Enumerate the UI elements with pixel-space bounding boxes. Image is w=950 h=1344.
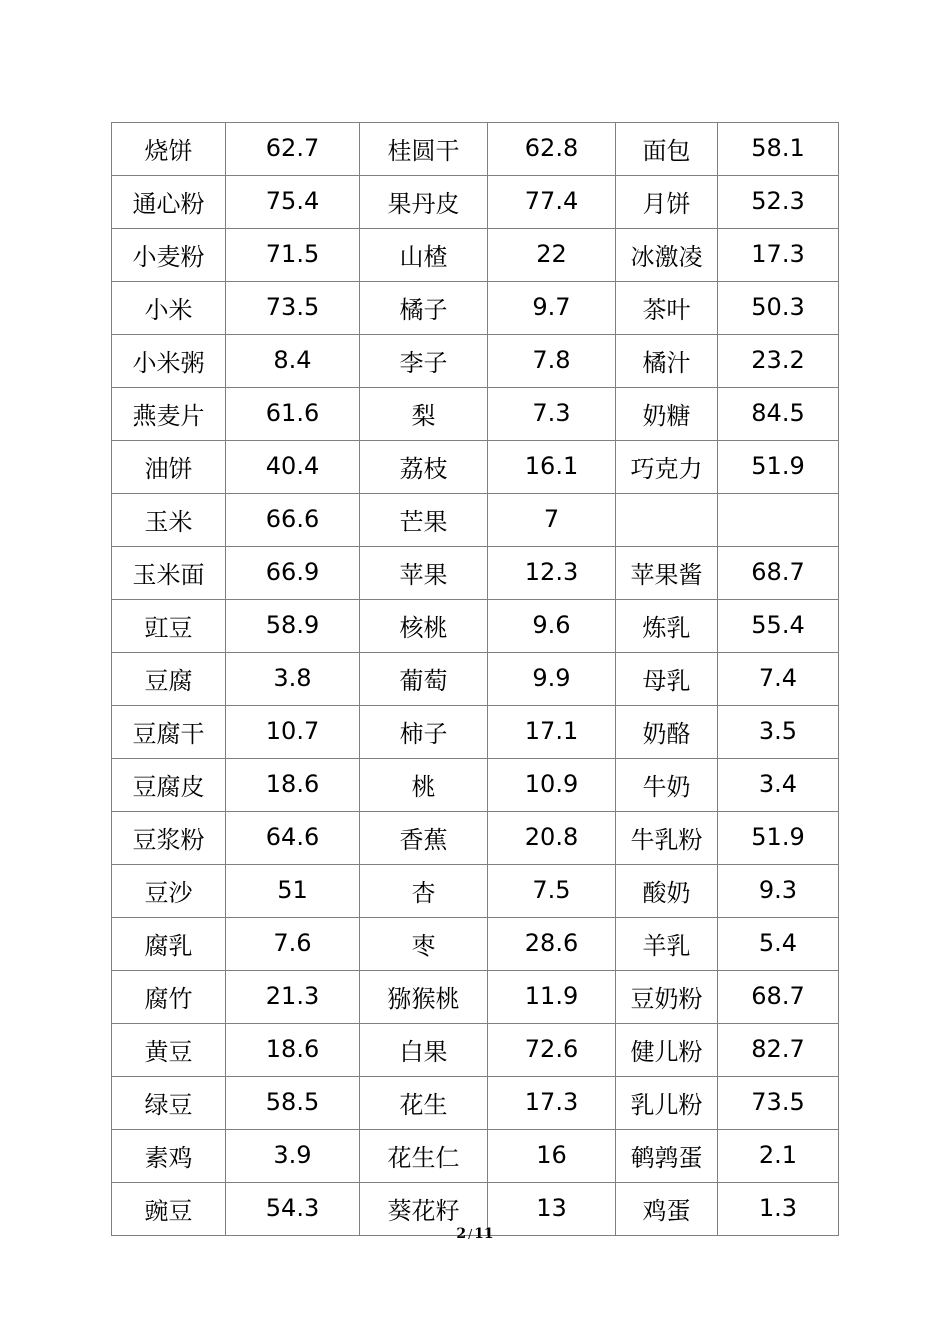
food-value-cell: 18.6 (226, 759, 360, 812)
food-value-cell: 64.6 (226, 812, 360, 865)
food-name-cell: 白果 (360, 1024, 488, 1077)
food-value-cell (718, 494, 839, 547)
food-value-cell: 54.3 (226, 1183, 360, 1236)
food-value-cell: 40.4 (226, 441, 360, 494)
food-value-cell: 3.9 (226, 1130, 360, 1183)
food-value-cell: 1.3 (718, 1183, 839, 1236)
table-row (112, 1024, 839, 1077)
food-value-cell: 73.5 (718, 1077, 839, 1130)
food-value-cell: 72.6 (488, 1024, 616, 1077)
food-value-cell: 58.9 (226, 600, 360, 653)
food-name-cell: 冰激凌 (616, 229, 718, 282)
table-body (112, 123, 839, 1236)
food-name-cell: 葵花籽 (360, 1183, 488, 1236)
food-value-cell: 73.5 (226, 282, 360, 335)
food-name-cell: 乳儿粉 (616, 1077, 718, 1130)
food-name-cell: 葡萄 (360, 653, 488, 706)
food-value-cell: 16 (488, 1130, 616, 1183)
table-row (112, 282, 839, 335)
page-number (0, 1226, 950, 1242)
food-name-cell: 荔枝 (360, 441, 488, 494)
food-name-cell: 豆腐干 (112, 706, 226, 759)
table-row (112, 176, 839, 229)
table-row (112, 759, 839, 812)
food-value-cell: 7.3 (488, 388, 616, 441)
page-separator: / (468, 1227, 473, 1241)
food-name-cell: 小麦粉 (112, 229, 226, 282)
table-row (112, 335, 839, 388)
current-page-number: 2 (456, 1226, 467, 1242)
food-name-cell: 茶叶 (616, 282, 718, 335)
food-name-cell: 枣 (360, 918, 488, 971)
food-value-cell: 7.4 (718, 653, 839, 706)
table-row (112, 441, 839, 494)
food-name-cell: 鸡蛋 (616, 1183, 718, 1236)
food-name-cell: 巧克力 (616, 441, 718, 494)
food-value-cell: 10.9 (488, 759, 616, 812)
table-row (112, 1130, 839, 1183)
food-value-table (111, 122, 839, 1236)
food-value-cell: 17.3 (488, 1077, 616, 1130)
food-name-cell: 炼乳 (616, 600, 718, 653)
food-value-cell: 51 (226, 865, 360, 918)
food-name-cell: 桂圆干 (360, 123, 488, 176)
food-name-cell: 花生 (360, 1077, 488, 1130)
food-name-cell: 黄豆 (112, 1024, 226, 1077)
food-name-cell: 核桃 (360, 600, 488, 653)
table-row (112, 123, 839, 176)
food-name-cell: 面包 (616, 123, 718, 176)
food-name-cell: 花生仁 (360, 1130, 488, 1183)
food-value-cell: 9.3 (718, 865, 839, 918)
food-value-cell: 3.8 (226, 653, 360, 706)
food-name-cell: 山楂 (360, 229, 488, 282)
table-row (112, 1077, 839, 1130)
food-name-cell: 苹果 (360, 547, 488, 600)
food-value-cell: 66.6 (226, 494, 360, 547)
food-value-cell: 82.7 (718, 1024, 839, 1077)
food-name-cell: 绿豆 (112, 1077, 226, 1130)
food-value-cell: 7.8 (488, 335, 616, 388)
food-name-cell: 柿子 (360, 706, 488, 759)
food-value-cell: 66.9 (226, 547, 360, 600)
food-value-cell: 8.4 (226, 335, 360, 388)
food-value-cell: 61.6 (226, 388, 360, 441)
food-name-cell: 牛奶 (616, 759, 718, 812)
food-value-cell: 55.4 (718, 600, 839, 653)
food-name-cell: 羊乳 (616, 918, 718, 971)
food-name-cell: 腐乳 (112, 918, 226, 971)
food-name-cell: 奶糖 (616, 388, 718, 441)
food-value-cell: 9.7 (488, 282, 616, 335)
food-value-cell: 20.8 (488, 812, 616, 865)
food-value-cell: 23.2 (718, 335, 839, 388)
food-name-cell: 牛乳粉 (616, 812, 718, 865)
food-value-cell: 18.6 (226, 1024, 360, 1077)
food-name-cell: 豆浆粉 (112, 812, 226, 865)
food-name-cell: 燕麦片 (112, 388, 226, 441)
food-value-cell: 58.1 (718, 123, 839, 176)
food-value-cell: 17.1 (488, 706, 616, 759)
food-value-cell: 11.9 (488, 971, 616, 1024)
food-name-cell: 橘子 (360, 282, 488, 335)
food-value-cell: 50.3 (718, 282, 839, 335)
food-value-cell: 13 (488, 1183, 616, 1236)
table-row (112, 918, 839, 971)
food-value-cell: 22 (488, 229, 616, 282)
food-name-cell: 桃 (360, 759, 488, 812)
food-value-cell: 68.7 (718, 971, 839, 1024)
food-name-cell: 豌豆 (112, 1183, 226, 1236)
table-row (112, 388, 839, 441)
table-row (112, 653, 839, 706)
table-row (112, 547, 839, 600)
food-value-cell: 16.1 (488, 441, 616, 494)
food-name-cell: 豆腐 (112, 653, 226, 706)
food-value-cell: 62.8 (488, 123, 616, 176)
food-name-cell: 玉米 (112, 494, 226, 547)
food-name-cell: 月饼 (616, 176, 718, 229)
food-value-cell: 17.3 (718, 229, 839, 282)
food-name-cell: 健儿粉 (616, 1024, 718, 1077)
food-name-cell: 奶酪 (616, 706, 718, 759)
table-row (112, 971, 839, 1024)
food-value-cell: 7.6 (226, 918, 360, 971)
food-value-cell: 75.4 (226, 176, 360, 229)
food-name-cell: 鹌鹑蛋 (616, 1130, 718, 1183)
food-name-cell: 通心粉 (112, 176, 226, 229)
food-name-cell: 素鸡 (112, 1130, 226, 1183)
table-row (112, 600, 839, 653)
food-value-cell: 51.9 (718, 812, 839, 865)
food-name-cell: 豆沙 (112, 865, 226, 918)
food-name-cell: 母乳 (616, 653, 718, 706)
food-name-cell: 酸奶 (616, 865, 718, 918)
food-name-cell: 豆腐皮 (112, 759, 226, 812)
food-name-cell: 小米粥 (112, 335, 226, 388)
food-name-cell: 豆奶粉 (616, 971, 718, 1024)
food-value-cell: 10.7 (226, 706, 360, 759)
food-value-cell: 9.6 (488, 600, 616, 653)
food-name-cell: 烧饼 (112, 123, 226, 176)
food-value-cell: 5.4 (718, 918, 839, 971)
food-name-cell: 果丹皮 (360, 176, 488, 229)
food-name-cell: 油饼 (112, 441, 226, 494)
total-pages-number: 11 (474, 1226, 494, 1242)
food-name-cell: 小米 (112, 282, 226, 335)
table-row (112, 812, 839, 865)
food-value-cell: 51.9 (718, 441, 839, 494)
food-value-cell: 58.5 (226, 1077, 360, 1130)
table-row (112, 865, 839, 918)
food-name-cell: 李子 (360, 335, 488, 388)
food-name-cell: 苹果酱 (616, 547, 718, 600)
food-name-cell (616, 494, 718, 547)
food-value-cell: 7 (488, 494, 616, 547)
food-value-cell: 3.4 (718, 759, 839, 812)
table-row (112, 229, 839, 282)
food-name-cell: 腐竹 (112, 971, 226, 1024)
food-value-cell: 84.5 (718, 388, 839, 441)
food-value-cell: 3.5 (718, 706, 839, 759)
table-row (112, 494, 839, 547)
food-name-cell: 杏 (360, 865, 488, 918)
food-name-cell: 梨 (360, 388, 488, 441)
food-name-cell: 香蕉 (360, 812, 488, 865)
food-value-cell: 68.7 (718, 547, 839, 600)
food-value-cell: 21.3 (226, 971, 360, 1024)
food-name-cell: 橘汁 (616, 335, 718, 388)
food-value-cell: 12.3 (488, 547, 616, 600)
food-value-cell: 9.9 (488, 653, 616, 706)
food-value-cell: 62.7 (226, 123, 360, 176)
table-row (112, 706, 839, 759)
food-value-cell: 28.6 (488, 918, 616, 971)
food-value-cell: 7.5 (488, 865, 616, 918)
food-name-cell: 豇豆 (112, 600, 226, 653)
food-name-cell: 玉米面 (112, 547, 226, 600)
food-value-cell: 71.5 (226, 229, 360, 282)
food-value-cell: 77.4 (488, 176, 616, 229)
food-value-cell: 2.1 (718, 1130, 839, 1183)
food-name-cell: 芒果 (360, 494, 488, 547)
food-value-cell: 52.3 (718, 176, 839, 229)
food-name-cell: 猕猴桃 (360, 971, 488, 1024)
